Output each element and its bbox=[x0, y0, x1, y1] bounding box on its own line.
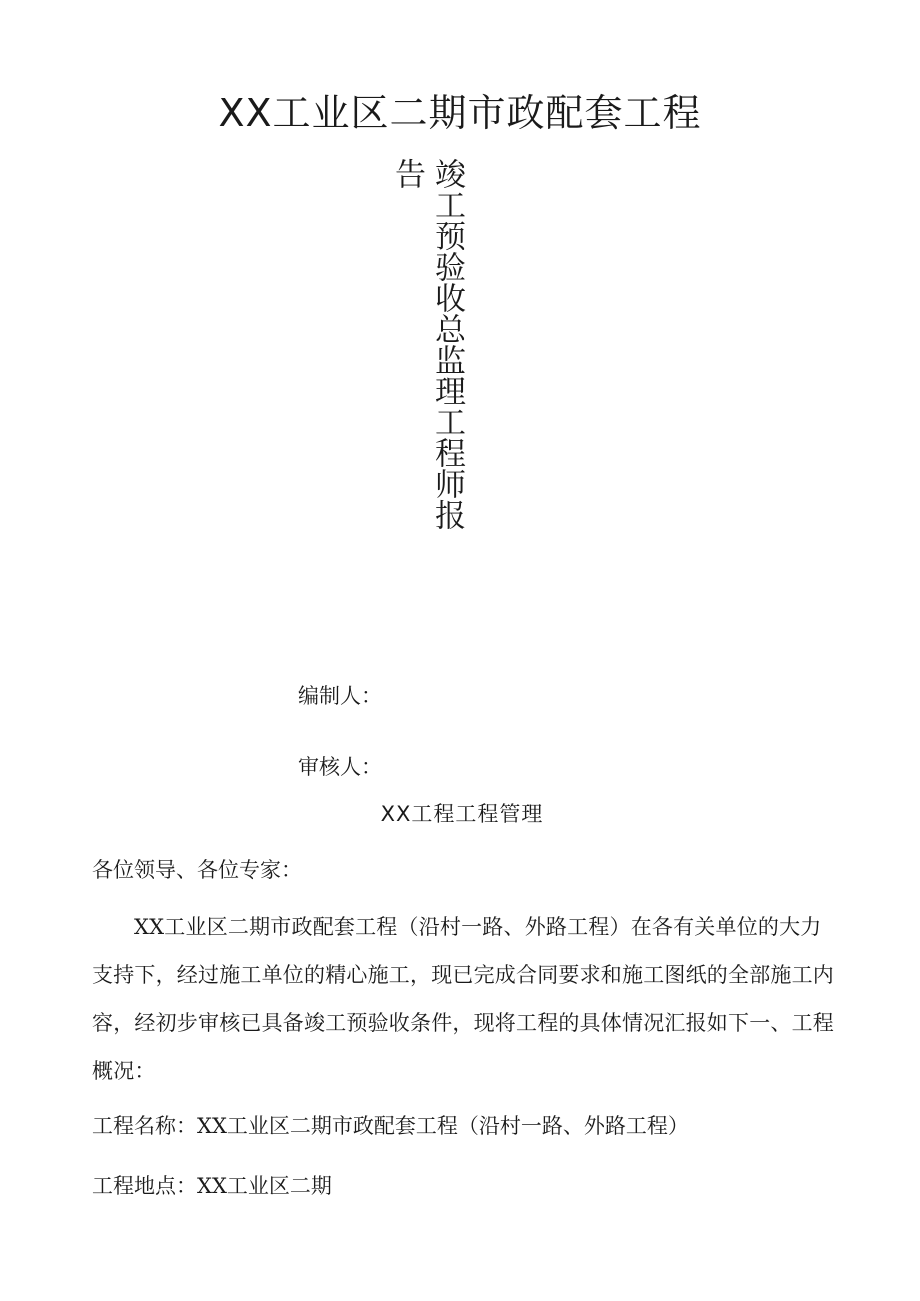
organization-name: XX工程工程管理 bbox=[380, 802, 544, 826]
document-title: XX工业区二期市政配套工程 bbox=[218, 91, 702, 135]
report-vertical-title: 竣工预验收总监理工程师报告 bbox=[389, 158, 465, 530]
reviewed-by-label: 审核人： bbox=[298, 755, 382, 779]
project-location-line: 工程地点：XX工业区二期 bbox=[92, 1174, 332, 1198]
prepared-by-label: 编制人： bbox=[298, 684, 382, 708]
project-name-line: 工程名称：XX工业区二期市政配套工程（沿村一路、外路工程） bbox=[92, 1114, 689, 1138]
body-paragraph: XX工业区二期市政配套工程（沿村一路、外路工程）在各有关单位的大力支持下，经过施工单位的精心施工，现已完成合同要求和施工图纸的全部施工内容，经初步审核已具备竣工预验收条件，现将工程的具体情况汇报如下一、工程概况： bbox=[92, 915, 834, 1083]
greeting-line: 各位领导、各位专家： bbox=[92, 858, 302, 882]
